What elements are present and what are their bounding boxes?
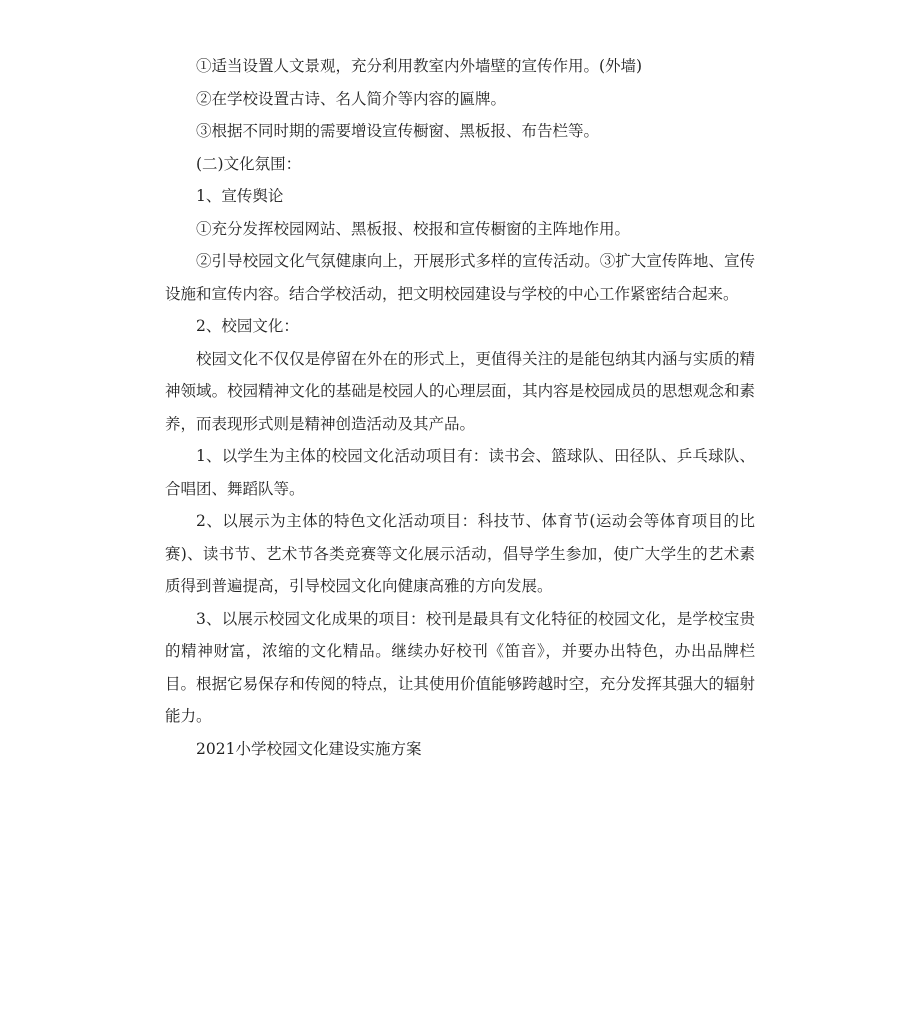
subheading-campus-culture: 2、校园文化： [196,317,299,335]
closing-title: 2021小学校园文化建设实施方案 [196,739,422,758]
document-page [165,50,755,765]
paragraph-9: 校园文化不仅仅是停留在外在的形式上，更值得关注的是能包纳其内涵与实质的精神领域。校园精神文化的基础是校园人的心理层面，其内容是校园成员的思想观念和素养，而表现形式则是精神创造活动及其产品。 [165,349,755,433]
subheading-publicity: 1、宣传舆论 [196,187,284,205]
paragraph-2: ②在学校设置古诗、名人简介等内容的匾牌。 [196,89,507,108]
paragraph-11: 2、以展示为主体的特色文化活动项目：科技节、体育节(运动会等体育项目的比赛)、读书节、艺术节各类竞赛等文化展示活动，倡导学生参加，使广大学生的艺术素质得到普遍提高，引导校园文化向健康高雅的方向发展。 [165,512,755,595]
paragraph-12: 3、以展示校园文化成果的项目：校刊是最具有文化特征的校园文化，是学校宝贵的精神财富，浓缩的文化精品。继续办好校刊《笛音》，并要办出特色，办出品牌栏目。根据它易保存和传阅的特点，让其使用价值能够跨越时空，充分发挥其强大的辐射能力。 [165,609,755,725]
paragraph-6: ①充分发挥校园网站、黑板报、校报和宣传橱窗的主阵地作用。 [196,219,631,238]
paragraph-10: 1、以学生为主体的校园文化活动项目有：读书会、篮球队、田径队、乒乓球队、合唱团、舞蹈队等。 [165,447,755,498]
paragraph-7: ②引导校园文化气氛健康向上，开展形式多样的宣传活动。③扩大宣传阵地、宣传设施和宣传内容。结合学校活动，把文明校园建设与学校的中心工作紧密结合起来。 [165,252,755,303]
section-heading-culture-atmosphere: (二)文化氛围： [196,154,302,173]
paragraph-3: ③根据不同时期的需要增设宣传橱窗、黑板报、布告栏等。 [196,122,600,140]
paragraph-1: ①适当设置人文景观，充分利用教室内外墙壁的宣传作用。(外墙) [196,57,643,75]
